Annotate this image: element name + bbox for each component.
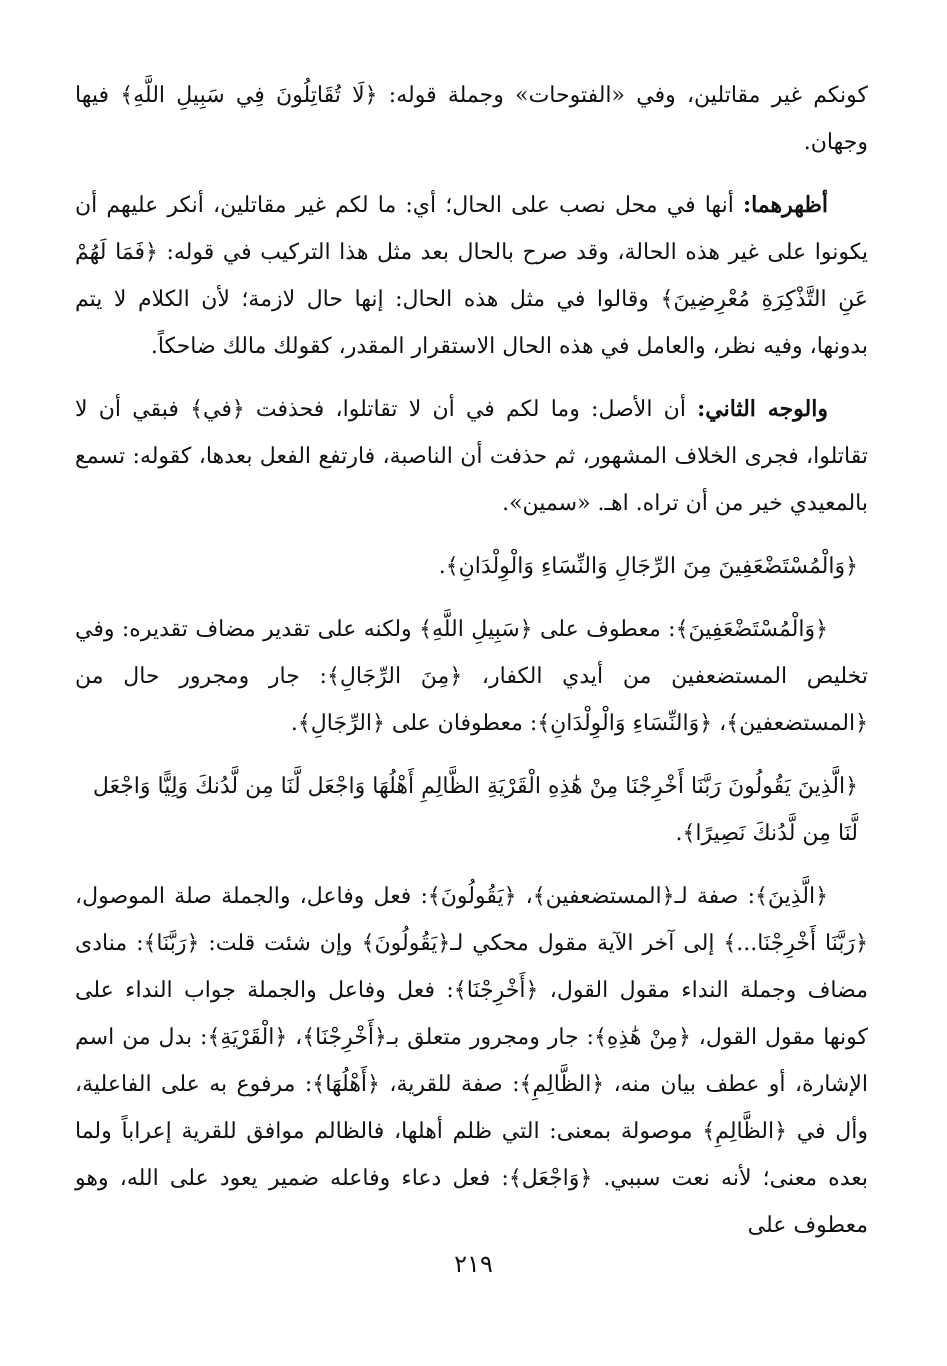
- paragraph-2-lead: أظهرهما:: [742, 192, 828, 218]
- quran-verse-1-text: ﴿وَالْمُسْتَضْعَفِينَ مِنَ الرِّجَالِ وَالنِّسَاءِ وَالْوِلْدَانِ﴾.: [438, 554, 858, 579]
- quran-verse-2: [75, 763, 868, 857]
- paragraph-4: [75, 606, 868, 747]
- page-number: ٢١٩: [454, 1250, 493, 1278]
- quran-verse-1: [75, 543, 868, 590]
- paragraph-5-text: ﴿الَّذِينَ﴾: صفة لـ﴿المستضعفين﴾، ﴿يَقُولُونَ﴾: فعل وفاعل، والجملة صلة الموصول، ﴿رَبَّنَا أَخْرِجْنَا...﴾ إلى آخر الآية مقول محكي لـ﴿يَقُولُونَ﴾ وإن شئت قلت: ﴿رَبَّنَا﴾: منادى مضاف وجملة النداء مقول القول، ﴿أَخْرِجْنَا﴾: فعل وفاعل والجملة جواب النداء على كونها مقول القول، ﴿مِنْ هَٰذِهِ﴾: جار ومجرور متعلق بـ﴿أَخْرِجْنَا﴾، ﴿الْقَرْيَةِ﴾: بدل من اسم الإشارة، أو عطف بيان منه، ﴿الظَّالِمِ﴾: صفة للقرية، ﴿أَهْلُهَا﴾: مرفوع به على الفاعلية، وأل في ﴿الظَّالِمِ﴾ موصولة بمعنى: التي ظلم أهلها، فالظالم موافق للقرية إعراباً ولما بعده معنى؛ لأنه نعت سببي. ﴿وَاجْعَل﴾: فعل دعاء وفاعله ضمير يعود على الله، وهو معطوف على: [75, 884, 868, 1238]
- paragraph-2: [75, 182, 868, 370]
- paragraph-5: [75, 873, 868, 1249]
- paragraph-3: [75, 386, 868, 527]
- paragraph-3-lead: والوجه الثاني:: [697, 396, 828, 422]
- page-body: [75, 72, 868, 1265]
- paragraph-1-text: كونكم غير مقاتلين، وفي «الفتوحات» وجملة قوله: ﴿لَا تُقَاتِلُونَ فِي سَبِيلِ اللَّهِ﴾ فيها وجهان.: [75, 83, 868, 155]
- paragraph-1: [75, 72, 868, 166]
- quran-verse-2-text: ﴿الَّذِينَ يَقُولُونَ رَبَّنَا أَخْرِجْنَا مِنْ هَٰذِهِ الْقَرْيَةِ الظَّالِمِ أَهْلُهَا وَاجْعَل لَّنَا مِن لَّدُنكَ وَلِيًّا وَاجْعَل لَّنَا مِن لَّدُنكَ نَصِيرًا﴾.: [92, 774, 858, 846]
- paragraph-3-text: أن الأصل: وما لكم في أن لا تقاتلوا، فحذفت ﴿في﴾ فبقي أن لا تقاتلوا، فجرى الخلاف المشهور، ثم حذفت أن الناصبة، فارتفع الفعل بعدها، كقوله: تسمع بالمعيدي خير من أن تراه. اهـ. «سمين».: [75, 397, 868, 516]
- paragraph-2-text: أنها في محل نصب على الحال؛ أي: ما لكم غير مقاتلين، أنكر عليهم أن يكونوا على غير هذه الحالة، وقد صرح بالحال بعد مثل هذا التركيب في قوله: ﴿فَمَا لَهُمْ عَنِ التَّذْكِرَةِ مُعْرِضِينَ﴾ وقالوا في مثل هذه الحال: إنها حال لازمة؛ لأن الكلام لا يتم بدونها، وفيه نظر، والعامل في هذه الحال الاستقرار المقدر، كقولك مالك ضاحكاً.: [75, 193, 868, 359]
- paragraph-4-text: ﴿وَالْمُسْتَضْعَفِينَ﴾: معطوف على ﴿سَبِيلِ اللَّهِ﴾ ولكنه على تقدير مضاف تقديره: وفي تخليص المستضعفين من أيدي الكفار، ﴿مِنَ الرِّجَالِ﴾: جار ومجرور حال من ﴿المستضعفين﴾، ﴿وَالنِّسَاءِ وَالْوِلْدَانِ﴾: معطوفان على ﴿الرِّجَالِ﴾.: [75, 617, 868, 736]
